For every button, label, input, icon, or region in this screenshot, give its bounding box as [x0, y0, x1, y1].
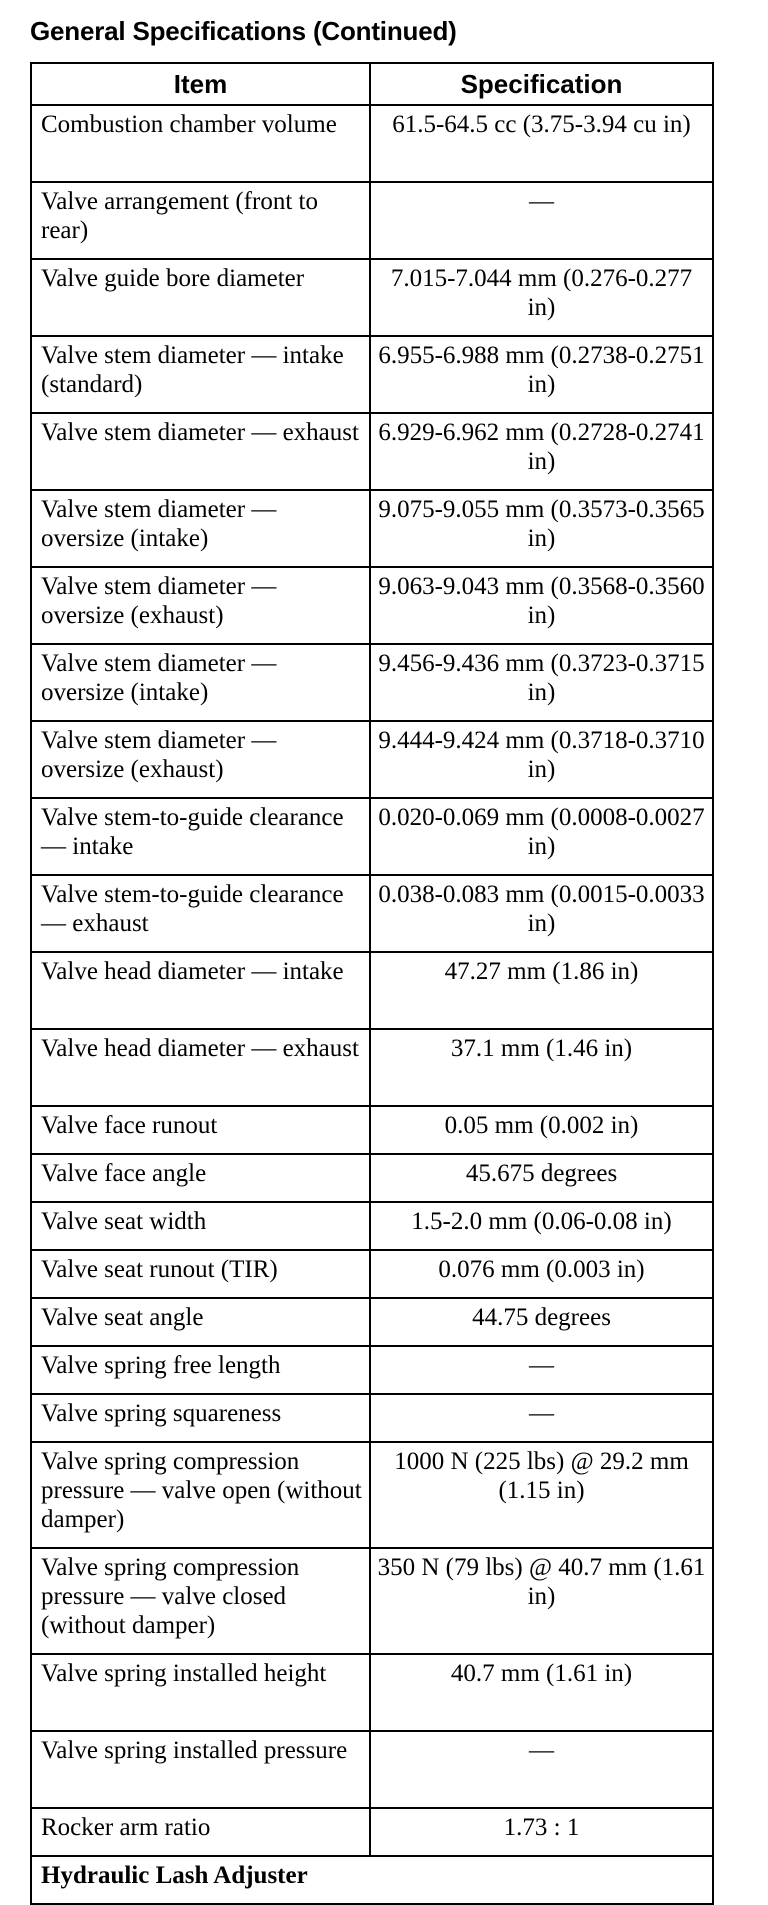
item-cell: Valve stem-to-guide clearance — exhaust	[31, 875, 370, 952]
spec-cell: —	[370, 1731, 713, 1808]
table-row	[31, 182, 713, 259]
item-cell: Valve stem diameter — exhaust	[31, 413, 370, 490]
item-cell: Combustion chamber volume	[31, 105, 370, 182]
item-cell: Valve head diameter — intake	[31, 952, 370, 1029]
item-cell: Valve spring compression pressure — valve closed (without damper)	[31, 1548, 370, 1654]
spec-cell: —	[370, 1394, 713, 1442]
item-cell: Valve arrangement (front to rear)	[31, 182, 370, 259]
table-row	[31, 1029, 713, 1106]
spec-cell: 7.015-7.044 mm (0.276-0.277 in)	[370, 259, 713, 336]
spec-cell: 1.5-2.0 mm (0.06-0.08 in)	[370, 1202, 713, 1250]
table-row	[31, 1731, 713, 1808]
item-cell: Valve seat angle	[31, 1298, 370, 1346]
item-cell: Valve face angle	[31, 1154, 370, 1202]
table-row	[31, 1394, 713, 1442]
item-cell: Valve stem diameter — oversize (intake)	[31, 644, 370, 721]
specifications-table	[30, 62, 714, 1905]
item-cell: Valve spring compression pressure — valve open (without damper)	[31, 1442, 370, 1548]
page-title: General Specifications (Continued)	[30, 16, 457, 46]
spec-cell: 47.27 mm (1.86 in)	[370, 952, 713, 1029]
spec-cell: 61.5-64.5 cc (3.75-3.94 cu in)	[370, 105, 713, 182]
spec-cell: —	[370, 1346, 713, 1394]
item-cell: Valve stem diameter — oversize (intake)	[31, 490, 370, 567]
item-cell: Valve spring installed height	[31, 1654, 370, 1731]
item-cell: Valve stem-to-guide clearance — intake	[31, 798, 370, 875]
item-cell: Valve seat runout (TIR)	[31, 1250, 370, 1298]
section-heading: Hydraulic Lash Adjuster	[31, 1856, 713, 1904]
table-row	[31, 952, 713, 1029]
item-cell: Valve stem diameter — intake (standard)	[31, 336, 370, 413]
spec-cell: 45.675 degrees	[370, 1154, 713, 1202]
table-row	[31, 875, 713, 952]
table-row	[31, 1346, 713, 1394]
spec-cell: 0.05 mm (0.002 in)	[370, 1106, 713, 1154]
table-row	[31, 259, 713, 336]
item-cell: Valve spring installed pressure	[31, 1731, 370, 1808]
table-row	[31, 1154, 713, 1202]
table-row	[31, 336, 713, 413]
table-row	[31, 1548, 713, 1654]
table-row	[31, 798, 713, 875]
spec-cell: 9.075-9.055 mm (0.3573-0.3565 in)	[370, 490, 713, 567]
spec-cell: 6.929-6.962 mm (0.2728-0.2741 in)	[370, 413, 713, 490]
spec-cell: 37.1 mm (1.46 in)	[370, 1029, 713, 1106]
spec-cell: 9.444-9.424 mm (0.3718-0.3710 in)	[370, 721, 713, 798]
item-cell: Valve guide bore diameter	[31, 259, 370, 336]
spec-cell: 0.020-0.069 mm (0.0008-0.0027 in)	[370, 798, 713, 875]
table-row	[31, 1106, 713, 1154]
table-row	[31, 644, 713, 721]
table-row	[31, 721, 713, 798]
table-row	[31, 567, 713, 644]
item-cell: Valve stem diameter — oversize (exhaust)	[31, 721, 370, 798]
column-header-specification: Specification	[370, 63, 713, 105]
spec-cell: 1.73 : 1	[370, 1808, 713, 1856]
item-cell: Valve seat width	[31, 1202, 370, 1250]
table-row	[31, 1442, 713, 1548]
item-cell: Valve spring squareness	[31, 1394, 370, 1442]
column-header-item: Item	[31, 63, 370, 105]
table-row	[31, 105, 713, 182]
item-cell: Valve face runout	[31, 1106, 370, 1154]
table-row	[31, 1808, 713, 1856]
spec-cell: 40.7 mm (1.61 in)	[370, 1654, 713, 1731]
spec-cell: 1000 N (225 lbs) @ 29.2 mm (1.15 in)	[370, 1442, 713, 1548]
table-row	[31, 1202, 713, 1250]
section-row	[31, 1856, 713, 1904]
table-row	[31, 413, 713, 490]
spec-cell: 6.955-6.988 mm (0.2738-0.2751 in)	[370, 336, 713, 413]
spec-cell: 9.063-9.043 mm (0.3568-0.3560 in)	[370, 567, 713, 644]
item-cell: Rocker arm ratio	[31, 1808, 370, 1856]
table-header-row	[31, 63, 713, 105]
spec-cell: 9.456-9.436 mm (0.3723-0.3715 in)	[370, 644, 713, 721]
spec-cell: 0.038-0.083 mm (0.0015-0.0033 in)	[370, 875, 713, 952]
item-cell: Valve spring free length	[31, 1346, 370, 1394]
table-row	[31, 1298, 713, 1346]
table-row	[31, 1654, 713, 1731]
spec-cell: 0.076 mm (0.003 in)	[370, 1250, 713, 1298]
spec-cell: 350 N (79 lbs) @ 40.7 mm (1.61 in)	[370, 1548, 713, 1654]
table-row	[31, 1250, 713, 1298]
spec-cell: —	[370, 182, 713, 259]
table-row	[31, 490, 713, 567]
item-cell: Valve stem diameter — oversize (exhaust)	[31, 567, 370, 644]
spec-cell: 44.75 degrees	[370, 1298, 713, 1346]
item-cell: Valve head diameter — exhaust	[31, 1029, 370, 1106]
page	[30, 12, 712, 1905]
